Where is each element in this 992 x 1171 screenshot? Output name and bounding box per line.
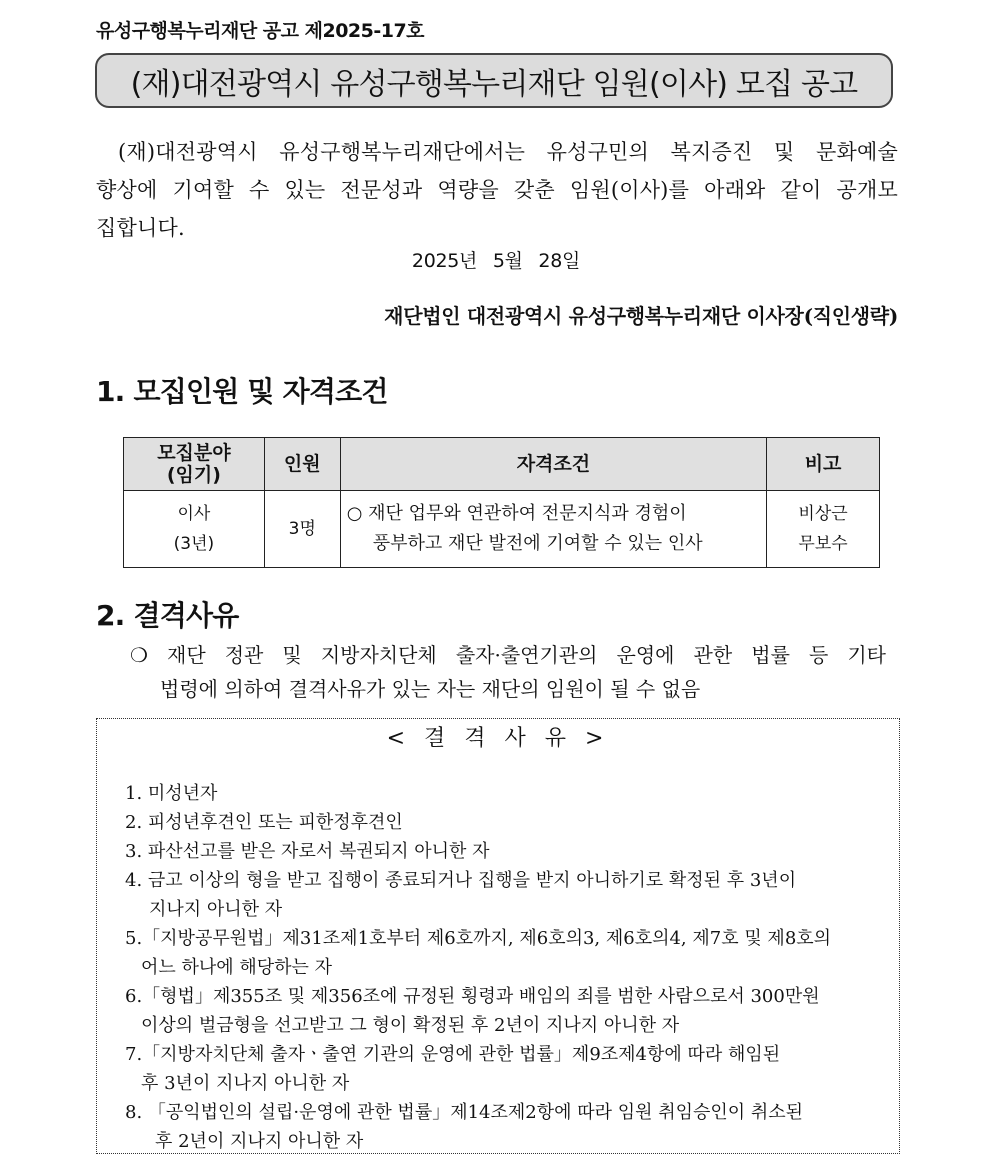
disqualification-box-title: < 결 격 사 유 >	[386, 726, 610, 751]
intro-line-2: 향상에 기여할 수 있는 전문성과 역량을 갖춘 임원(이사)를 아래와 같이 공개모	[96, 178, 898, 202]
list-item-line: 4. 금고 이상의 형을 받고 집행이 종료되거나 집행을 받지 아니하기로 확정된 후 3년이	[125, 870, 797, 891]
list-item	[125, 866, 889, 924]
summary-line-1: ❍ 재단 정관 및 지방자치단체 출자·출연기관의 운영에 관한 법률 등 기타	[130, 643, 886, 667]
list-item	[125, 924, 889, 982]
list-item	[125, 1040, 889, 1098]
section2-heading: 2. 결격사유	[96, 599, 239, 632]
list-item	[125, 982, 889, 1040]
cell-qual-line1: ○ 재단 업무와 연관하여 전문지식과 경험이	[346, 503, 687, 524]
table-row	[124, 491, 880, 568]
list-item-line: 5.「지방공무원법」제31조제1호부터 제6호까지, 제6호의3, 제6호의4, 제7호 및 제8호의	[125, 928, 832, 949]
list-item	[125, 1098, 889, 1156]
header-note: 비고	[767, 438, 880, 491]
notice-date: 2025년 5월 28일	[411, 250, 581, 272]
list-item-line: 2. 피성년후견인 또는 피한정후견인	[125, 812, 403, 833]
list-item-continuation: 지나지 아니한 자	[149, 899, 283, 920]
list-item-line: 7.「지방자치단체 출자ㆍ출연 기관의 운영에 관한 법률」제9조제4항에 따라 해임된	[125, 1044, 781, 1065]
cell-field-line2: (3년)	[173, 534, 215, 554]
title-banner	[95, 53, 893, 108]
cell-qual-line2: 풍부하고 재단 발전에 기여할 수 있는 인사	[372, 533, 703, 554]
table-header-row	[124, 438, 880, 491]
cell-note	[767, 491, 880, 568]
recruitment-table	[123, 437, 880, 568]
cell-field	[124, 491, 265, 568]
list-item-line: 1. 미성년자	[125, 783, 218, 804]
intro-line-3: 집합니다.	[96, 216, 185, 240]
disqualification-summary	[130, 638, 886, 706]
header-field-line2: (임기)	[166, 464, 221, 486]
header-field-line1: 모집분야	[157, 442, 231, 464]
list-item	[125, 808, 889, 837]
summary-line-2: 법령에 의하여 결격사유가 있는 자는 재단의 임원이 될 수 없음	[160, 677, 701, 701]
list-item	[125, 837, 889, 866]
cell-field-line1: 이사	[177, 504, 211, 524]
list-item-continuation: 어느 하나에 해당하는 자	[141, 957, 333, 978]
list-item-continuation: 이상의 벌금형을 선고받고 그 형이 확정된 후 2년이 지나지 아니한 자	[141, 1015, 680, 1036]
list-item	[125, 779, 889, 808]
cell-note-line2: 무보수	[798, 534, 848, 554]
intro-paragraph	[96, 133, 898, 247]
disqualification-box	[96, 718, 900, 1154]
list-item-continuation: 후 3년이 지나지 아니한 자	[141, 1073, 350, 1094]
header-qualification: 자격조건	[340, 438, 766, 491]
intro-line-1: (재)대전광역시 유성구행복누리재단에서는 유성구민의 복지증진 및 문화예술	[118, 140, 898, 164]
signer: 재단법인 대전광역시 유성구행복누리재단 이사장(직인생략)	[384, 304, 898, 328]
cell-count: 3명	[264, 491, 340, 568]
header-field	[124, 438, 265, 491]
list-item-line: 3. 파산선고를 받은 자로서 복권되지 아니한 자	[125, 841, 490, 862]
list-item-line: 8. 「공익법인의 설립·운영에 관한 법률」제14조제2항에 따라 임원 취임승인이 취소된	[125, 1102, 804, 1123]
disqualification-list	[125, 779, 889, 1156]
cell-qualification	[340, 491, 766, 568]
list-item-continuation: 후 2년이 지나지 아니한 자	[155, 1131, 364, 1152]
list-item-line: 6.「형법」제355조 및 제356조에 규정된 횡령과 배임의 죄를 범한 사람으로서 300만원	[125, 986, 820, 1007]
notice-number: 유성구행복누리재단 공고 제2025-17호	[96, 20, 425, 42]
document-title: (재)대전광역시 유성구행복누리재단 임원(이사) 모집 공고	[130, 66, 858, 102]
cell-note-line1: 비상근	[798, 504, 848, 524]
header-count: 인원	[264, 438, 340, 491]
section1-heading: 1. 모집인원 및 자격조건	[96, 375, 388, 408]
